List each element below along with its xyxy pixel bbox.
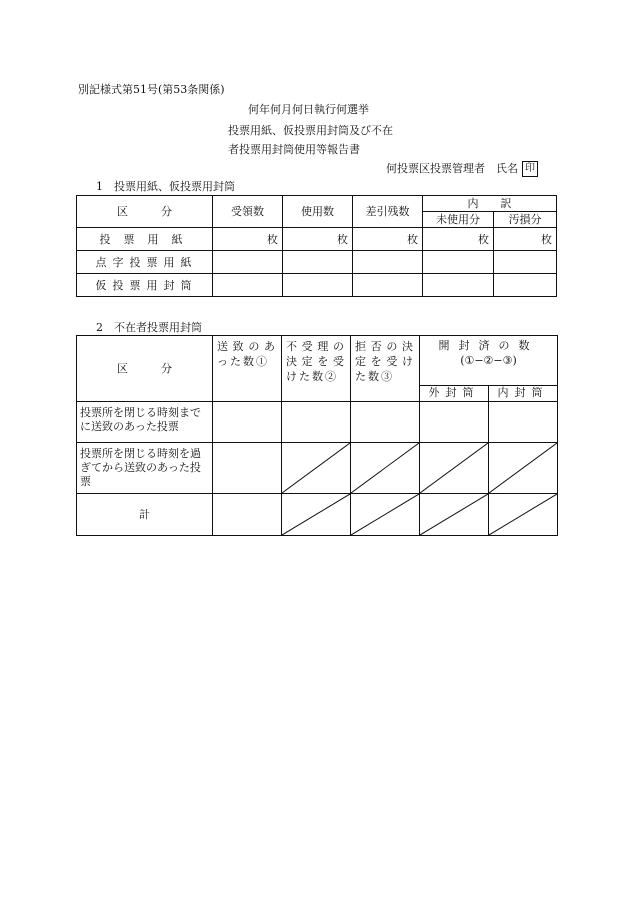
table-row [77, 494, 558, 536]
col-opened: 開封済の数 [438, 339, 539, 352]
empty-cell [351, 402, 420, 443]
empty-cell [353, 274, 423, 297]
crossed-cell [282, 443, 351, 494]
crossed-cell [420, 443, 489, 494]
crossed-cell [420, 494, 489, 536]
empty-cell [420, 402, 489, 443]
col-received: 受領数 [213, 196, 283, 228]
section2-heading: 2 不在者投票用封筒 [96, 321, 202, 334]
empty-cell [489, 402, 558, 443]
form-label: 別記様式第51号(第53条関係) [78, 83, 225, 96]
diagonal-line [351, 443, 419, 493]
crossed-cell [351, 443, 420, 494]
unit-cell: 枚 [283, 228, 353, 251]
empty-cell [423, 274, 494, 297]
title-line-3: 者投票用封筒使用等報告書 [228, 143, 360, 156]
col-sent: 送致のあった数① [213, 336, 282, 402]
section1-heading: 1 投票用紙、仮投票用封筒 [96, 180, 235, 193]
diagonal-line [282, 443, 350, 493]
diagonal-line [489, 494, 557, 535]
empty-cell [213, 494, 282, 536]
col-unused: 未使用分 [423, 212, 494, 228]
ballot-paper-table [76, 195, 557, 297]
diagonal-line [282, 494, 350, 535]
title-line-2: 投票用紙、仮投票用封筒及び不在 [228, 124, 393, 137]
col-outer-envelope: 外封筒 [420, 386, 489, 402]
crossed-cell [282, 494, 351, 536]
empty-cell [494, 251, 557, 274]
empty-cell [213, 274, 283, 297]
absentee-envelope-table [76, 335, 558, 536]
table-row [77, 228, 557, 251]
diagonal-line [351, 494, 419, 535]
row-label: 投票用紙 [77, 228, 213, 251]
diagonal-line [489, 443, 557, 493]
empty-cell [213, 443, 282, 494]
crossed-cell [489, 494, 558, 536]
unit-cell: 枚 [213, 228, 283, 251]
empty-cell [213, 251, 283, 274]
col-not-accepted: 不受理の決定を受けた数② [282, 336, 351, 402]
table-row [77, 274, 557, 297]
table-row [77, 251, 557, 274]
empty-cell [283, 251, 353, 274]
table-row [77, 443, 558, 494]
row-label: 点字投票用紙 [77, 251, 213, 274]
col-damaged: 汚損分 [494, 212, 557, 228]
manager-signature-line [386, 161, 538, 177]
empty-cell [282, 402, 351, 443]
diagonal-line [420, 494, 488, 535]
col-rejected: 拒否の決定を受けた数③ [351, 336, 420, 402]
row-label-total: 計 [77, 494, 213, 536]
title-line-1: 何年何月何日執行何選挙 [248, 103, 369, 116]
col-breakdown: 内 訳 [423, 196, 557, 212]
row-label: 仮投票用封筒 [77, 274, 213, 297]
col-category: 区 分 [77, 336, 213, 402]
empty-cell [283, 274, 353, 297]
empty-cell [353, 251, 423, 274]
col-category: 区 分 [77, 196, 213, 228]
col-inner-envelope: 内封筒 [489, 386, 558, 402]
diagonal-line [420, 443, 488, 493]
manager-label: 何投票区投票管理者 氏名 [386, 162, 518, 175]
unit-cell: 枚 [353, 228, 423, 251]
empty-cell [423, 251, 494, 274]
seal-mark: 印 [522, 161, 538, 177]
crossed-cell [489, 443, 558, 494]
unit-cell: 枚 [494, 228, 557, 251]
row-label: 投票所を閉じる時刻までに送致のあった投票 [77, 402, 213, 443]
col-opened-formula: (①−②−③) [460, 354, 517, 367]
empty-cell [494, 274, 557, 297]
table-row [77, 402, 558, 443]
row-label: 投票所を閉じる時刻を過ぎてから送致のあった投票 [77, 443, 213, 494]
col-used: 使用数 [283, 196, 353, 228]
col-remaining: 差引残数 [353, 196, 423, 228]
empty-cell [213, 402, 282, 443]
col-opened-group [420, 336, 558, 386]
unit-cell: 枚 [423, 228, 494, 251]
crossed-cell [351, 494, 420, 536]
